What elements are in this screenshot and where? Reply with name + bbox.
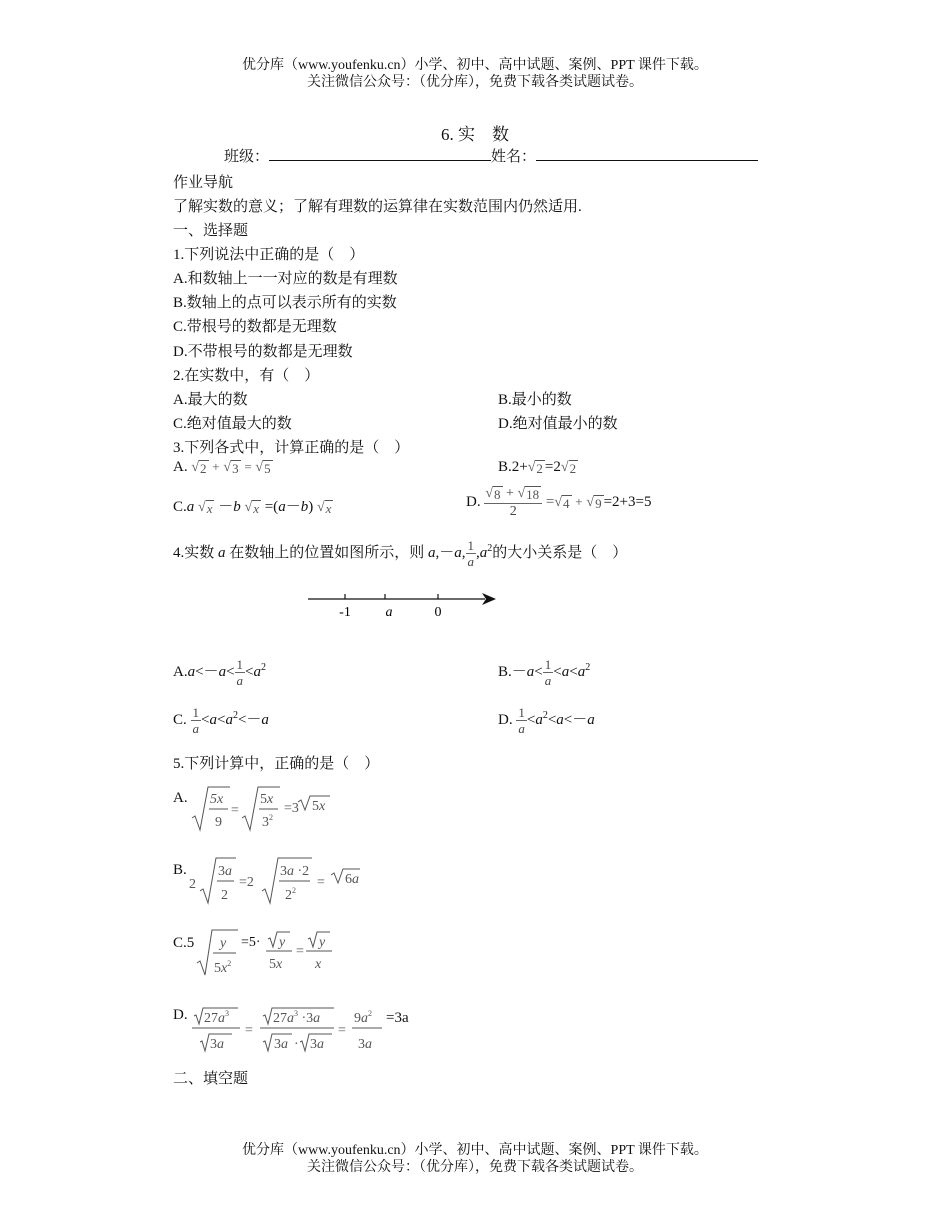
number-line-figure [300, 588, 510, 624]
q4-d-label: D. [498, 711, 513, 728]
svg-text:3a: 3a [218, 864, 232, 879]
q5-c-label: C.5 [173, 935, 195, 951]
q4-stem: 4.实数 a 在数轴上的位置如图所示，则 a,－a, $\frac{1}{a}$ $,a^2$的大小关系是（ ） [173, 538, 628, 569]
q3-c-label: C. [173, 499, 187, 515]
q4-option-a: A.a<－a< $\frac{1}{a}$ $<a^2$ [173, 657, 266, 688]
svg-text:9: 9 [215, 815, 222, 830]
label-minus-one: -1 [339, 605, 351, 620]
sqrt-3-icon: √ 3 [223, 459, 239, 476]
sqrt-x-icon: √ x [316, 499, 332, 516]
q4-b-label: B. [498, 663, 512, 680]
footer-line-2: 关注微信公众号：（优分库），免费下载各类试题试卷。 [307, 1160, 643, 1175]
q4-a-label: A. [173, 663, 188, 680]
name-label: 姓名： [491, 149, 537, 165]
svg-text:=: = [296, 944, 304, 959]
footer-line-1: 优分库（www.youfenku.cn）小学、初中、高中试题、案例、PPT 课件下载。 [242, 1143, 708, 1158]
class-blank [269, 146, 491, 161]
q1-option-d: D.不带根号的数都是无理数 [173, 344, 353, 360]
header-line-1: 优分库（www.youfenku.cn）小学、初中、高中试题、案例、PPT 课件下载。 [242, 58, 708, 73]
svg-text:=: = [338, 1023, 346, 1038]
name-blank [536, 146, 758, 161]
q3-option-a: A. √ 2 + √ 3 = √ 5 [173, 459, 271, 476]
sqrt-2-icon: √ 2 [527, 459, 543, 476]
q5-option-d-formula [188, 1000, 428, 1056]
q3-b-label: B.2+ [498, 459, 528, 475]
q5-option-a-formula [188, 784, 348, 834]
q3-d-result: =2+3=5 [603, 493, 652, 510]
q5-a-label: A. [173, 790, 188, 806]
svg-text:·: · [294, 1037, 299, 1052]
q3-option-b [498, 459, 578, 476]
svg-text:3a ·2: 3a ·2 [280, 864, 310, 879]
q4-stem-pre: 4.实数 [173, 544, 215, 561]
q5-d-result: =3a [386, 1010, 409, 1026]
svg-text:=: = [245, 1023, 253, 1038]
q3-b-mid: =2 [544, 459, 561, 475]
q1-option-c: C.带根号的数都是无理数 [173, 319, 337, 335]
q2-stem: 2.在实数中，有（ ） [173, 368, 320, 384]
svg-text:5x: 5x [269, 957, 283, 972]
svg-text:y: y [220, 936, 227, 951]
q3-d-label: D. [466, 493, 481, 510]
label-a: a [385, 605, 393, 620]
svg-text:27a3 ·3a: $27a^3 \cdot 3a$ [273, 1009, 321, 1026]
svg-text:=: = [317, 875, 325, 890]
q5-option-c-formula [196, 927, 346, 979]
svg-text:5x: 5x [260, 792, 274, 807]
sqrt-5-icon: √ 5 [255, 459, 271, 476]
q2-option-a: A.最大的数 [173, 392, 248, 408]
q4-c-label: C. [173, 711, 187, 728]
q1-option-b: B.数轴上的点可以表示所有的实数 [173, 295, 397, 311]
q3-d-fraction: √ 8 + √ 18 2 [484, 486, 542, 519]
nav-text: 了解实数的意义；了解有理数的运算律在实数范围内仍然适用. [173, 199, 582, 215]
svg-text:2: 2 [221, 888, 228, 903]
svg-text:3a: 3a [274, 1037, 288, 1052]
svg-text:=3: =3 [284, 801, 299, 816]
q2-option-b: B.最小的数 [498, 392, 572, 408]
q5-b-label: B. [173, 862, 187, 878]
q5-option-b-formula [188, 855, 378, 907]
q4-option-d: D. $\frac{1}{a}$ $<a^2<a<-a$ [498, 705, 595, 736]
q2-option-d: D.绝对值最小的数 [498, 416, 618, 432]
section-choice: 一、选择题 [173, 223, 249, 239]
section-fill-in: 二、填空题 [173, 1071, 249, 1087]
svg-text:22: $2^2$ [285, 886, 296, 903]
svg-text:5x: 5x [210, 792, 224, 807]
svg-text:6a: 6a [345, 872, 359, 887]
q4-stem-post: 的大小关系是（ ） [492, 544, 628, 561]
svg-text:3a: 3a [358, 1037, 372, 1052]
q3-option-d: D. √ 8 + √ 18 2 = √ 4 + √ 9 =2+3=5 [466, 486, 652, 519]
q4-option-b: B.－a< $\frac{1}{a}$ $<a<a^2$ [498, 657, 591, 688]
q2-option-c: C.绝对值最大的数 [173, 416, 292, 432]
q5-d-label: D. [173, 1007, 188, 1023]
svg-text:=2: =2 [239, 875, 254, 890]
svg-text:3a: 3a [310, 1037, 324, 1052]
svg-text:5x: 5x [312, 799, 326, 814]
nav-heading: 作业导航 [173, 175, 234, 191]
q1-stem: 1.下列说法中正确的是（ ） [173, 247, 365, 263]
sqrt-2-icon: √ 2 [560, 459, 577, 476]
svg-text:9a2: $9a^2$ [354, 1009, 372, 1026]
svg-text:x: x [315, 957, 322, 972]
page-title: 6. 实 数 [441, 125, 509, 144]
svg-text:27a3: $27a^3$ [204, 1009, 229, 1026]
sqrt-2-icon: √ 2 [191, 459, 207, 476]
q3-option-c: C.a √ x －b √ x =(a－b) √ x [173, 499, 332, 516]
svg-text:=5·: =5· [241, 935, 261, 950]
q1-option-a: A.和数轴上一一对应的数是有理数 [173, 271, 398, 287]
q4-option-c: C. $\frac{1}{a}$ $<a<a^2<-a$ [173, 705, 269, 736]
q4-stem-mid: 在数轴上的位置如图所示，则 [229, 544, 425, 561]
sqrt-x-icon: √ x [244, 499, 259, 516]
svg-text:2: 2 [189, 877, 196, 892]
header-line-2: 关注微信公众号：（优分库），免费下载各类试题试卷。 [307, 75, 643, 90]
class-name-line [224, 145, 758, 166]
sqrt-x-icon: √ x [198, 499, 213, 516]
q5-stem: 5.下列计算中，正确的是（ ） [173, 756, 380, 772]
svg-text:5x2: $5x^2$ [214, 959, 232, 976]
svg-text:3a: 3a [210, 1037, 224, 1052]
svg-text:y: y [279, 935, 286, 950]
svg-text:=: = [231, 803, 239, 818]
svg-text:y: y [319, 935, 326, 950]
svg-text:32: $3^2$ [262, 813, 273, 830]
class-label: 班级： [224, 149, 270, 165]
q3-stem: 3.下列各式中，计算正确的是（ ） [173, 440, 410, 456]
q3-a-label: A. [173, 459, 188, 475]
label-zero: 0 [434, 605, 442, 620]
